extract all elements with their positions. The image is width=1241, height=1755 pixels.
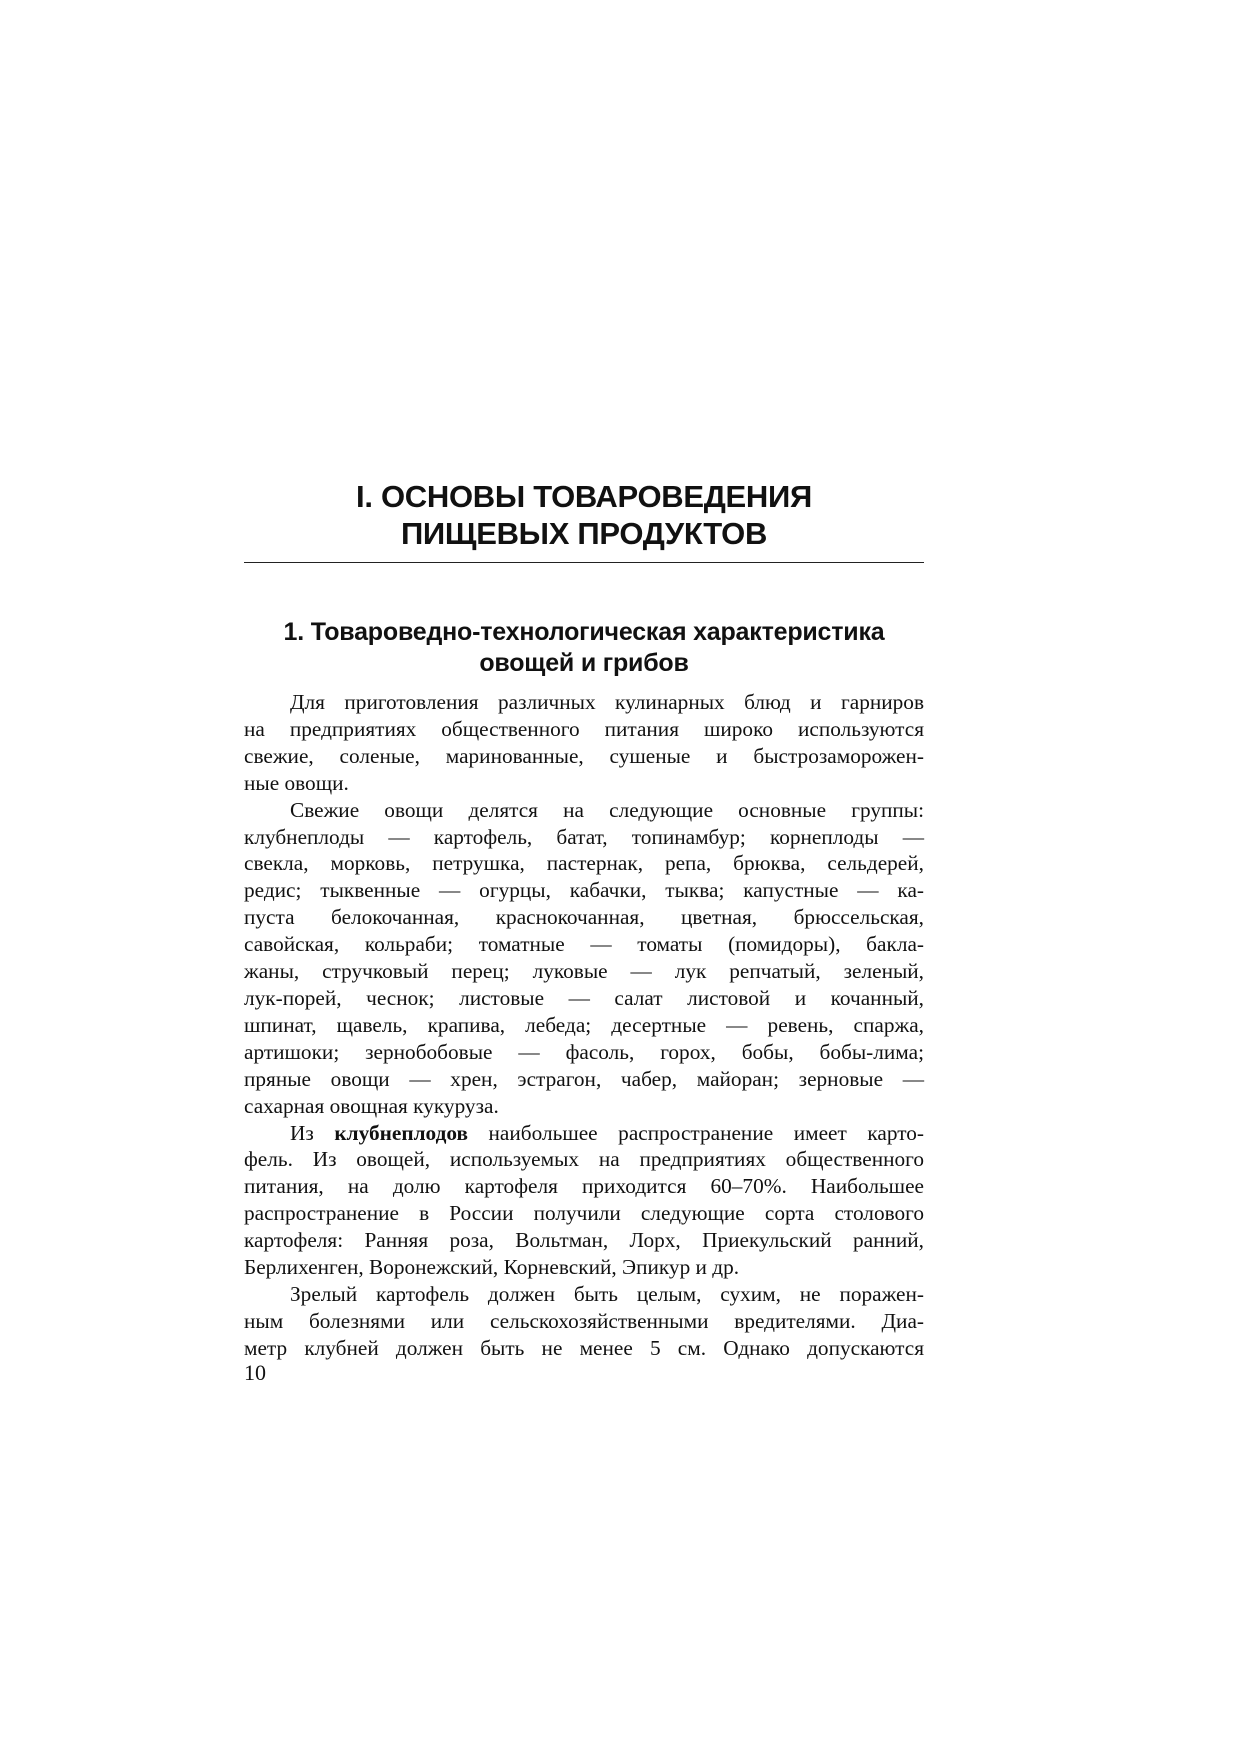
text-line: питания, на долю картофеля приходится 60–70%. Наибольшее: [244, 1174, 924, 1199]
chapter-title-line: ПИЩЕВЫХ ПРОДУКТОВ: [400, 516, 768, 551]
section-title-line: овощей и грибов: [479, 649, 689, 677]
text-run: Из: [290, 1120, 335, 1145]
body-text: [244, 689, 924, 1362]
text-line: фель. Из овощей, используемых на предприятиях общественного: [244, 1147, 924, 1172]
text-line: шпинат, щавель, крапива, лебеда; десертные — ревень, спаржа,: [244, 1012, 924, 1037]
page-number: 10: [244, 1360, 266, 1385]
text-line: распространение в России получили следующие сорта столового: [244, 1201, 924, 1226]
text-line: метр клубней должен быть не менее 5 см. Однако допускаются: [244, 1335, 924, 1360]
section-title-line: 1. Товароведно-технологическая характеристика: [283, 618, 885, 646]
text-line: [244, 1120, 924, 1147]
paragraph: [244, 689, 924, 797]
text-line: редис; тыквенные — огурцы, кабачки, тыква; капустные — ка-: [244, 878, 924, 903]
text-line: артишоки; зернобобовые — фасоль, горох, бобы, бобы-лима;: [244, 1039, 924, 1064]
chapter-title: [244, 478, 924, 552]
text-line: Свежие овощи делятся на следующие основные группы:: [290, 797, 924, 822]
text-run: наибольшее распространение имеет карто-: [467, 1120, 924, 1145]
text-line: сахарная овощная кукуруза.: [244, 1093, 499, 1118]
text-line: жаны, стручковый перец; луковые — лук репчатый, зеленый,: [244, 959, 924, 984]
chapter-title-line: I. ОСНОВЫ ТОВАРОВЕДЕНИЯ: [356, 479, 812, 514]
text-line: ным болезнями или сельскохозяйственными вредителями. Диа-: [244, 1308, 924, 1333]
text-line: Зрелый картофель должен быть целым, сухим, не поражен-: [290, 1281, 924, 1306]
section-title: [244, 617, 924, 679]
text-line: ные овощи.: [244, 770, 349, 795]
text-line: савойская, кольраби; томатные — томаты (помидоры), бакла-: [244, 932, 924, 957]
paragraph: [244, 1120, 924, 1281]
title-divider: [244, 562, 924, 563]
text-line: свекла, морковь, петрушка, пастернак, репа, брюква, сельдерей,: [244, 851, 924, 876]
text-line: картофеля: Ранняя роза, Вольтман, Лорх, Приекульский ранний,: [244, 1228, 924, 1253]
text-line: пряные овощи — хрен, эстрагон, чабер, майоран; зерновые —: [244, 1066, 924, 1091]
paragraph: [244, 1281, 924, 1362]
text-line: клубнеплоды — картофель, батат, топинамбур; корнеплоды —: [244, 824, 924, 849]
text-line: на предприятиях общественного питания широко используются: [244, 716, 924, 741]
paragraph: [244, 797, 924, 1120]
text-line: свежие, соленые, маринованные, сушеные и быстрозаморожен-: [244, 743, 924, 768]
text-line: Берлихенген, Воронежский, Корневский, Эпикур и др.: [244, 1255, 740, 1280]
text-line: пуста белокочанная, краснокочанная, цветная, брюссельская,: [244, 905, 924, 930]
text-line: Для приготовления различных кулинарных блюд и гарниров: [290, 690, 924, 714]
bold-term: клубнеплодов: [334, 1120, 468, 1145]
text-line: лук-порей, чеснок; листовые — салат листовой и кочанный,: [244, 985, 924, 1010]
